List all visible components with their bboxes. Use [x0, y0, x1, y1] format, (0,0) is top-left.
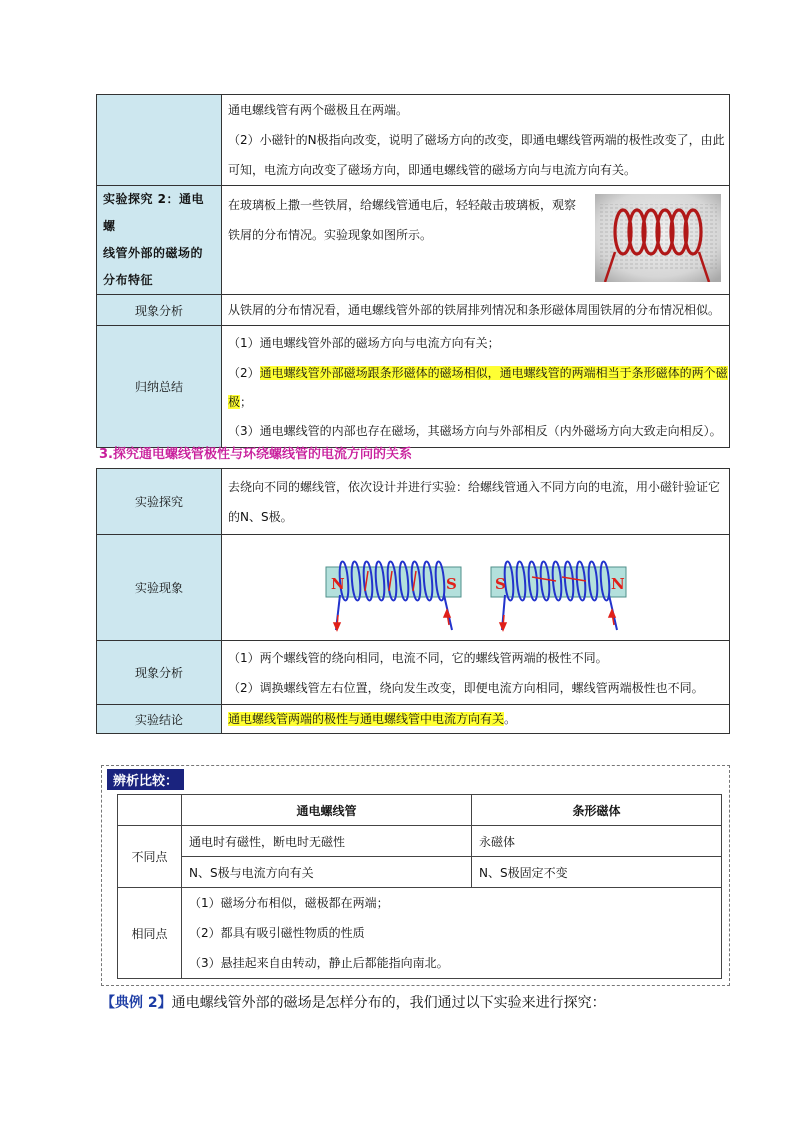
comparison-table	[117, 794, 722, 979]
header-solenoid: 通电螺线管	[182, 795, 472, 826]
same-item-2: （2）都具有吸引磁性物质的性质	[189, 926, 365, 940]
table1-row-continuation	[97, 95, 730, 186]
analysis-item-1: （1）两个螺线管的绕向相同，电流不同，它的螺线管两端的极性不同。	[228, 650, 608, 665]
label-line: 分布特征	[103, 273, 154, 287]
header-bar-magnet: 条形磁体	[472, 795, 722, 826]
experiment-table-2	[96, 468, 730, 734]
table1-row-summary	[97, 326, 730, 448]
pole-label: N	[331, 575, 345, 593]
text-line: 的N、S极。	[228, 509, 293, 524]
comparison-title: 辨析比较：	[107, 769, 184, 790]
text-line: 去绕向不同的螺线管，依次设计并进行实验：给螺线管通入不同方向的电流，用小磁针验证它	[228, 479, 721, 494]
table2-row-phenomenon	[97, 535, 730, 641]
conclusion-text	[228, 706, 723, 732]
table1-row4-content	[222, 326, 730, 448]
text-line: 从铁屑的分布情况看，通电螺线管外部的铁屑排列情况和条形磁体周围铁屑的分布情况相似。	[228, 303, 721, 317]
example-text: 通电螺线管外部的磁场是怎样分布的，我们通过以下实验来进行探究：	[171, 995, 606, 1011]
example-2	[101, 992, 606, 1012]
highlighted-text: 通电螺线管外部磁场跟条形磁体的磁场相似，通电螺线管的两端相当于条形磁体的两个磁	[259, 365, 728, 380]
header-empty-cell	[118, 795, 182, 826]
solenoid-2	[491, 562, 626, 631]
highlighted-text: 极	[228, 394, 241, 409]
text-line: 在玻璃板上撒一些铁屑，给螺线管通电后，轻轻敲击玻璃板，观察	[228, 198, 577, 212]
table1-row-analysis	[97, 295, 730, 326]
pole-label: S	[495, 575, 506, 593]
table2-row1-label: 实验探究	[97, 469, 222, 535]
section-heading-3: 3.探究通电螺线管极性与环绕螺线管的电流方向的关系	[99, 447, 412, 462]
same-row	[118, 888, 722, 979]
table2-row-analysis	[97, 641, 730, 705]
table2-row4-content	[222, 705, 730, 734]
table2-row1-content	[222, 469, 730, 535]
diff-magnet-1: 永磁体	[472, 826, 722, 857]
item-prefix: （2）	[228, 365, 260, 380]
table2-row-conclusion	[97, 705, 730, 734]
pole-label: S	[446, 575, 457, 593]
example-tag: 【典例 2】	[101, 995, 172, 1011]
solenoid-1	[326, 562, 461, 631]
table2-row3-content	[222, 641, 730, 705]
pole-label: N	[611, 575, 625, 593]
table1-row3-content	[222, 295, 730, 326]
table2-row-experiment	[97, 469, 730, 535]
comparison-header-row	[118, 795, 722, 826]
table2-row2-content	[222, 535, 730, 641]
highlighted-text: 通电螺线管两端的极性与通电螺线管中电流方向有关	[228, 712, 505, 726]
diff-solenoid-2: N、S极与电流方向有关	[182, 857, 472, 888]
diff-solenoid-1: 通电时有磁性，断电时无磁性	[182, 826, 472, 857]
summary-item-1: （1）通电螺线管外部的磁场方向与电流方向有关；	[228, 335, 500, 350]
table1-row1-content	[222, 95, 730, 186]
summary-item-2-cont	[228, 388, 723, 416]
solenoid-diagram	[222, 535, 730, 640]
label-line: 实验探究 2：通电螺	[103, 192, 205, 233]
summary-item-3: （3）通电螺线管的内部也存在磁场，其磁场方向与外部相反（内外磁场方向大致走向相反）。	[228, 423, 722, 438]
diff-row-2	[118, 857, 722, 888]
diff-label: 不同点	[118, 826, 182, 888]
diff-magnet-2: N、S极固定不变	[472, 857, 722, 888]
text-suffix: 。	[504, 712, 517, 726]
table1-row1-label	[97, 95, 222, 186]
same-content	[182, 888, 722, 979]
same-item-3: （3）悬挂起来自由转动，静止后都能指向南北。	[189, 956, 449, 970]
label-line: 线管外部的磁场的	[103, 246, 204, 260]
table2-row2-label: 实验现象	[97, 535, 222, 641]
table1-row4-label: 归纳总结	[97, 326, 222, 448]
text-line: （2）小磁针的N极指向改变，说明了磁场方向的改变，即通电螺线管两端的极性改变了，由此	[228, 133, 725, 147]
diff-row-1	[118, 826, 722, 857]
table1-row2-label	[97, 186, 222, 295]
text-line: 铁屑的分布情况。实验现象如图所示。	[228, 228, 433, 242]
same-item-1: （1）磁场分布相似，磁极都在两端；	[189, 896, 389, 910]
text-line: 可知，电流方向改变了磁场方向，即通电螺线管的磁场方向与电流方向有关。	[228, 163, 637, 177]
text-line: 通电螺线管有两个磁极且在两端。	[228, 103, 409, 117]
analysis-item-2: （2）调换螺线管左右位置，绕向发生改变，即便电流方向相同，螺线管两端极性也不同。	[228, 680, 704, 695]
table1-row3-label: 现象分析	[97, 295, 222, 326]
summary-item-2	[228, 358, 728, 388]
item-suffix: ；	[240, 394, 253, 409]
table2-row4-label: 实验结论	[97, 705, 222, 734]
same-label: 相同点	[118, 888, 182, 979]
table2-row3-label: 现象分析	[97, 641, 222, 705]
iron-filings-photo	[595, 194, 721, 282]
